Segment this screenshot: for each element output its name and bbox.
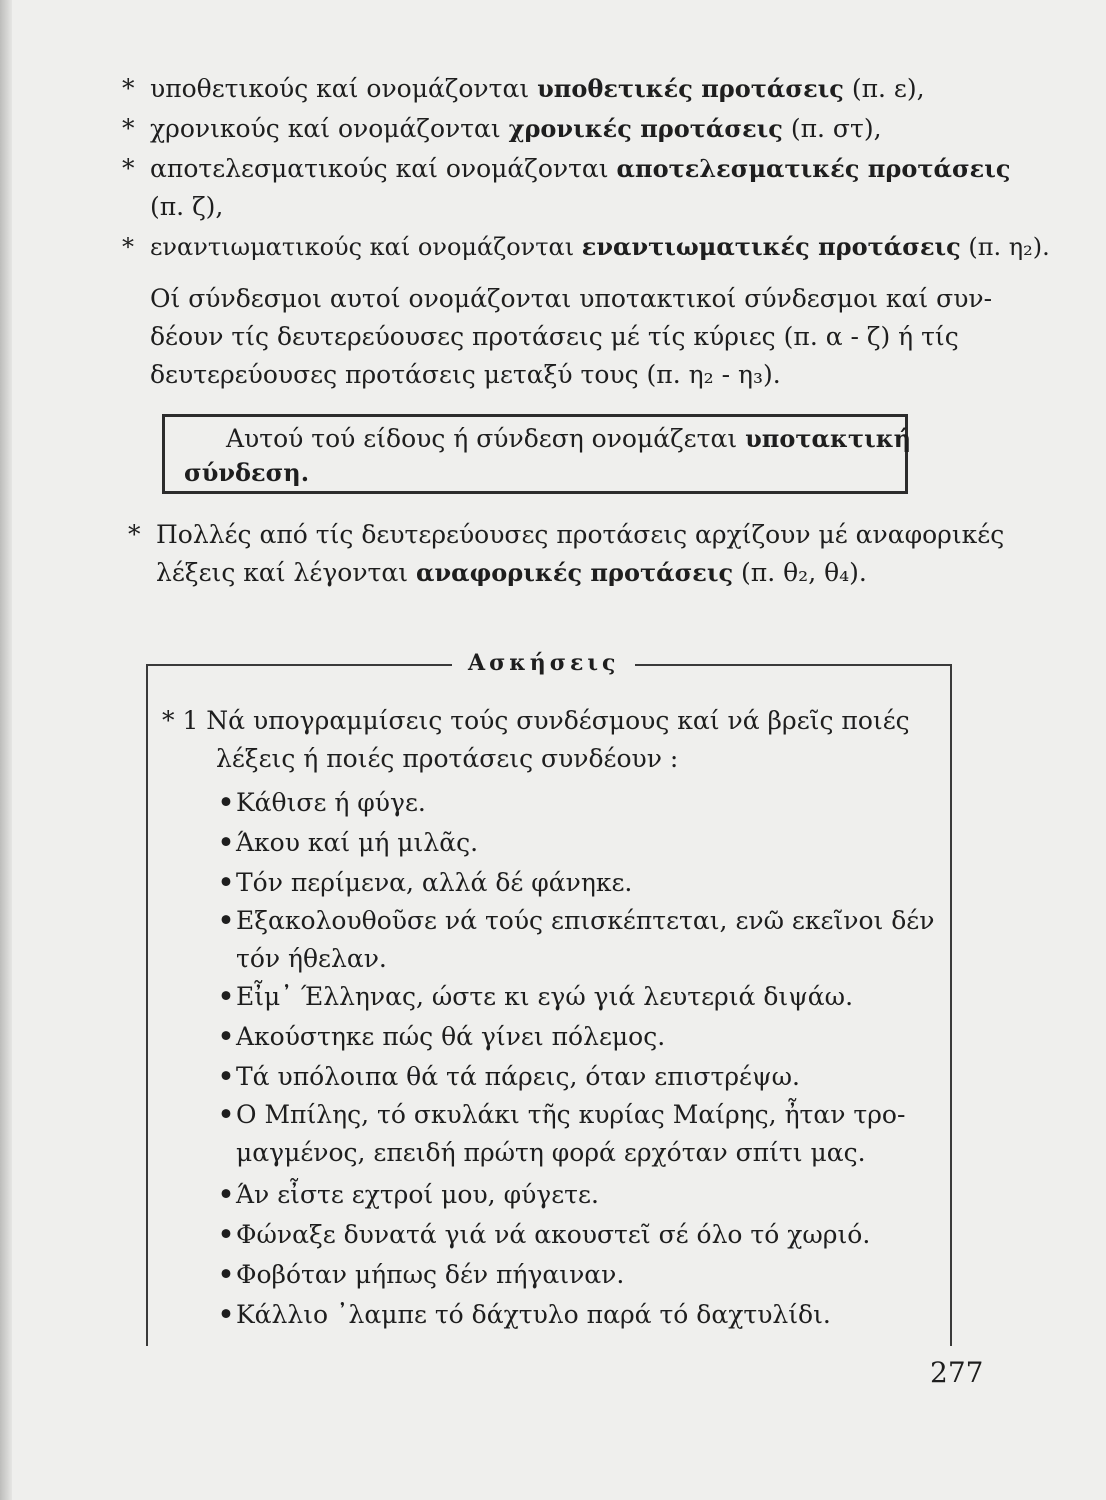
exercise-item: •Εἶμ᾽ Έλληνας, ώστε κι εγώ γιά λευτεριά διψάω. [218,982,854,1011]
exercise-item: •Τόν περίμενα, αλλά δέ φάνηκε. [218,868,633,897]
intro-line-1: * υποθετικούς καί ονομάζονται υποθετικές προτάσεις (π. ε), [122,74,925,103]
exercises-title: Ασκήσεις [452,650,635,676]
paragraph-line-1: Οί σύνδεσμοι αυτοί ονομάζονται υποτακτικοί σύνδεσμοι καί συν- [150,284,993,313]
intro-line-4: * εναντιωματικούς καί ονομάζονται εναντιωματικές προτάσεις (π. η₂). [122,232,1050,261]
exercise-item: •Ακούστηκε πώς θά γίνει πόλεμος. [218,1022,666,1051]
relative-line-1: * Πολλές από τίς δευτερεύουσες προτάσεις αρχίζουν μέ αναφορικές [128,520,1005,549]
intro-line-3: * αποτελεσματικούς καί ονομάζονται αποτελεσματικές προτάσεις [122,154,1011,183]
exercise-item: •Κάθισε ή φύγε. [218,788,426,817]
page-number: 277 [930,1356,984,1389]
exercise-item: •Άν εἶστε εχτροί μου, φύγετε. [218,1180,599,1209]
intro-line-2: * χρονικούς καί ονομάζονται χρονικές προτάσεις (π. στ), [122,114,882,143]
exercise-item: •Φώναξε δυνατά γιά νά ακουστεῖ σέ όλο τό χωριό. [218,1220,871,1249]
relative-line-2: λέξεις καί λέγονται αναφορικές προτάσεις (π. θ₂, θ₄). [156,558,867,587]
exercise-item-cont: τόν ήθελαν. [236,944,387,973]
exercise-item: •Ο Μπίλης, τό σκυλάκι τῆς κυρίας Μαίρης, ἦταν τρο- [218,1100,906,1129]
exercise-item: •Άκου καί μή μιλᾶς. [218,828,479,857]
intro-line-3-cont: (π. ζ), [150,192,224,221]
paragraph-line-3: δευτερεύουσες προτάσεις μεταξύ τους (π. η₂ - η₃). [150,360,781,389]
exercise-task-line-1: * 1 Νά υπογραμμίσεις τούς συνδέσμους καί νά βρεῖς ποιές [162,706,910,735]
exercise-task-line-2: λέξεις ή ποιές προτάσεις συνδέουν : [216,744,679,773]
exercise-item: •Φοβόταν μήπως δέν πήγαιναν. [218,1260,625,1289]
definition-line-2: σύνδεση. [184,458,310,487]
paragraph-line-2: δέουν τίς δευτερεύουσες προτάσεις μέ τίς κύριες (π. α - ζ) ή τίς [150,322,959,351]
page-edge-shadow [0,0,12,1500]
definition-line-1: Αυτού τού είδους ή σύνδεση ονομάζεται υποτακτική [226,424,912,453]
exercise-item-cont: μαγμένος, επειδή πρώτη φορά ερχόταν σπίτι μας. [236,1138,866,1167]
exercise-item: •Κάλλιο ᾽λαμπε τό δάχτυλο παρά τό δαχτυλίδι. [218,1300,831,1329]
exercise-item: •Εξακολουθοῦσε νά τούς επισκέπτεται, ενῶ εκεῖνοι δέν [218,906,935,935]
exercise-item: •Τά υπόλοιπα θά τά πάρεις, όταν επιστρέψω. [218,1062,800,1091]
